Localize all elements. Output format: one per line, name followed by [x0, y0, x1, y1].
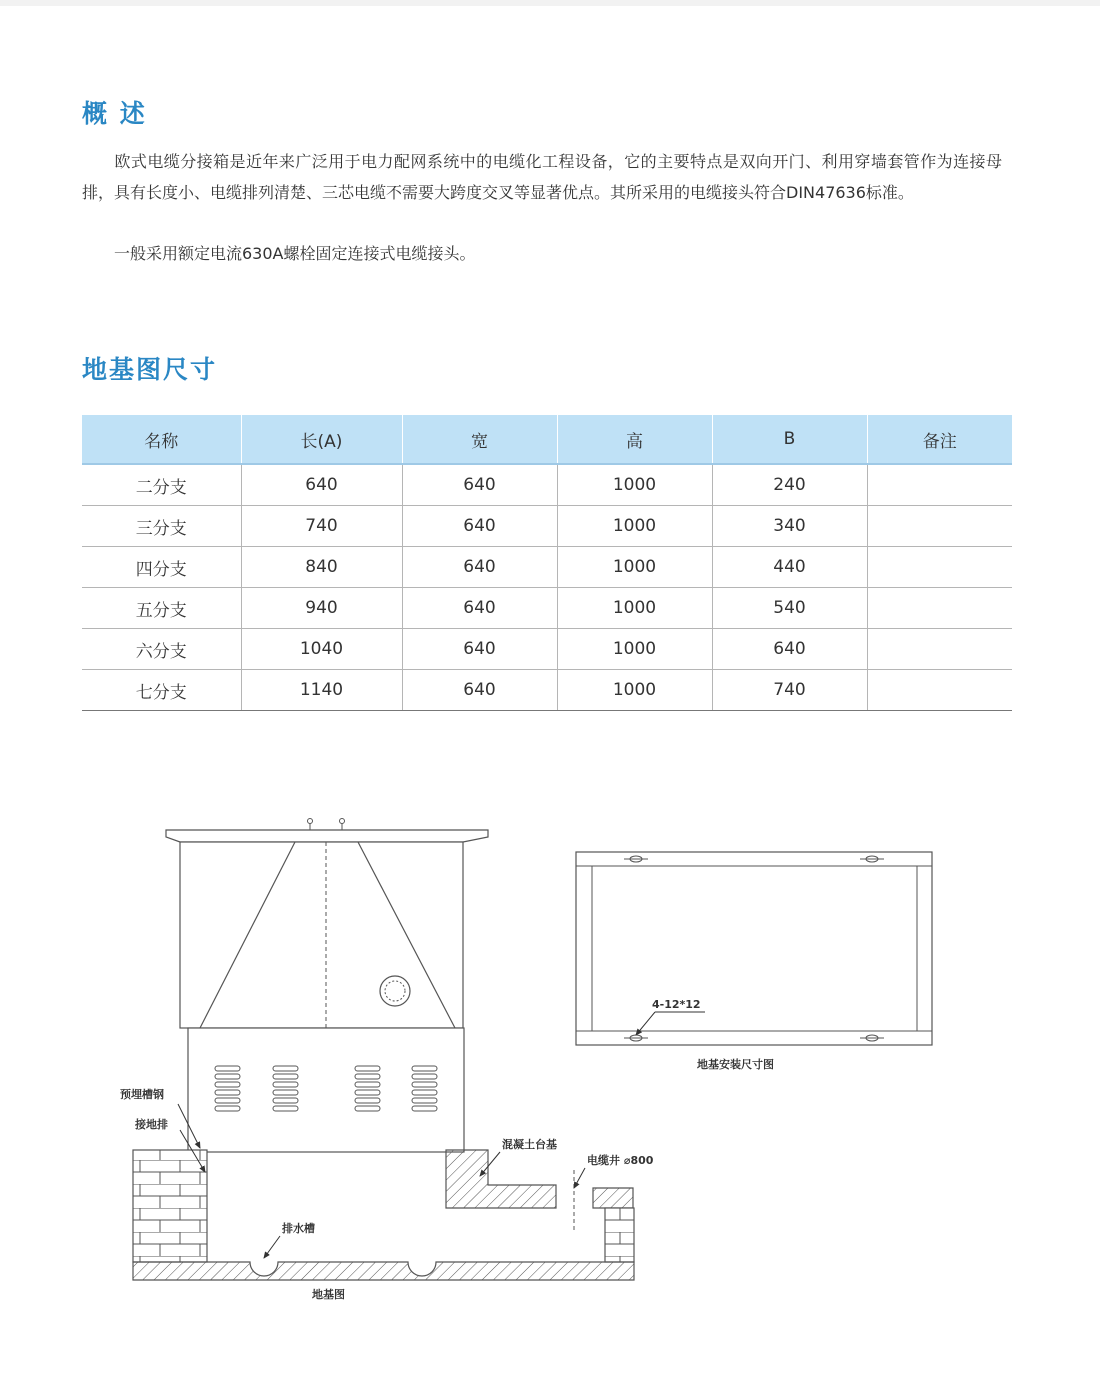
table-cell: 二分支 — [82, 464, 241, 506]
overview-title: 概 述 — [82, 99, 147, 128]
label-cable-well: 电缆井 ⌀800 — [587, 1154, 654, 1167]
table-cell: 640 — [402, 506, 557, 547]
table-cell: 640 — [712, 629, 867, 670]
table-cell: 540 — [712, 588, 867, 629]
overview-paragraph-2 — [82, 238, 1002, 269]
table-cell — [867, 506, 1012, 547]
table-cell: 1040 — [241, 629, 402, 670]
table-header-b: B — [712, 415, 867, 464]
overview-paragraph-1 — [82, 146, 1002, 208]
table-cell: 640 — [402, 464, 557, 506]
overview-paragraph-2-text: 一般采用额定电流630A螺栓固定连接式电缆接头。 — [114, 244, 476, 263]
table-cell — [867, 547, 1012, 588]
installation-plan-view — [576, 852, 932, 1045]
table-cell: 740 — [712, 670, 867, 711]
overview-paragraph-1-text: 欧式电缆分接箱是近年来广泛用于电力配网系统中的电缆化工程设备，它的主要特点是双向开门、利用穿墙套管作为连接母排，具有长度小、电缆排列清楚、三芯电缆不需要大跨度交叉等显著优点。其所采用的电缆接头符合DIN47636标准。 — [82, 152, 1002, 202]
table-cell: 640 — [402, 547, 557, 588]
label-drain: 排水槽 — [282, 1222, 315, 1235]
technical-drawing — [0, 800, 1100, 1330]
table-cell: 六分支 — [82, 629, 241, 670]
foundation-section — [133, 1150, 634, 1280]
table-cell — [867, 464, 1012, 506]
caption-installation-drawing: 地基安装尺寸图 — [697, 1058, 774, 1071]
label-embedded-channel: 预埋槽钢 — [120, 1088, 164, 1101]
table-row — [82, 506, 1012, 547]
table-cell: 840 — [241, 547, 402, 588]
table-cell: 1000 — [557, 464, 712, 506]
table-row — [82, 629, 1012, 670]
table-cell: 五分支 — [82, 588, 241, 629]
table-row — [82, 670, 1012, 711]
table-row — [82, 464, 1012, 506]
table-header-remark: 备注 — [867, 415, 1012, 464]
table-cell: 三分支 — [82, 506, 241, 547]
table-cell — [867, 588, 1012, 629]
label-concrete-base: 混凝土台基 — [502, 1138, 557, 1151]
table-cell: 940 — [241, 588, 402, 629]
table-header-name: 名称 — [82, 415, 241, 464]
table-cell: 240 — [712, 464, 867, 506]
table-row — [82, 547, 1012, 588]
table-cell: 四分支 — [82, 547, 241, 588]
table-row — [82, 588, 1012, 629]
table-cell: 740 — [241, 506, 402, 547]
table-header-width: 宽 — [402, 415, 557, 464]
top-border — [0, 0, 1100, 6]
table-cell: 1000 — [557, 629, 712, 670]
table-cell: 1140 — [241, 670, 402, 711]
table-cell: 七分支 — [82, 670, 241, 711]
table-cell: 640 — [402, 588, 557, 629]
table-cell: 340 — [712, 506, 867, 547]
table-cell: 1000 — [557, 506, 712, 547]
table-cell: 640 — [241, 464, 402, 506]
caption-foundation-drawing: 地基图 — [312, 1288, 345, 1301]
table-header-length: 长(A) — [241, 415, 402, 464]
foundation-title: 地基图尺寸 — [82, 355, 218, 384]
table-cell: 1000 — [557, 547, 712, 588]
table-cell: 1000 — [557, 588, 712, 629]
table-cell: 440 — [712, 547, 867, 588]
dimension-table — [82, 415, 1012, 711]
table-cell — [867, 670, 1012, 711]
label-mounting-holes: 4-12*12 — [652, 998, 701, 1011]
table-cell: 1000 — [557, 670, 712, 711]
cabinet-front-view — [166, 819, 488, 1153]
table-header-height: 高 — [557, 415, 712, 464]
table-cell — [867, 629, 1012, 670]
label-ground-bar: 接地排 — [135, 1118, 168, 1131]
table-header-row — [82, 415, 1012, 464]
table-cell: 640 — [402, 629, 557, 670]
table-cell: 640 — [402, 670, 557, 711]
